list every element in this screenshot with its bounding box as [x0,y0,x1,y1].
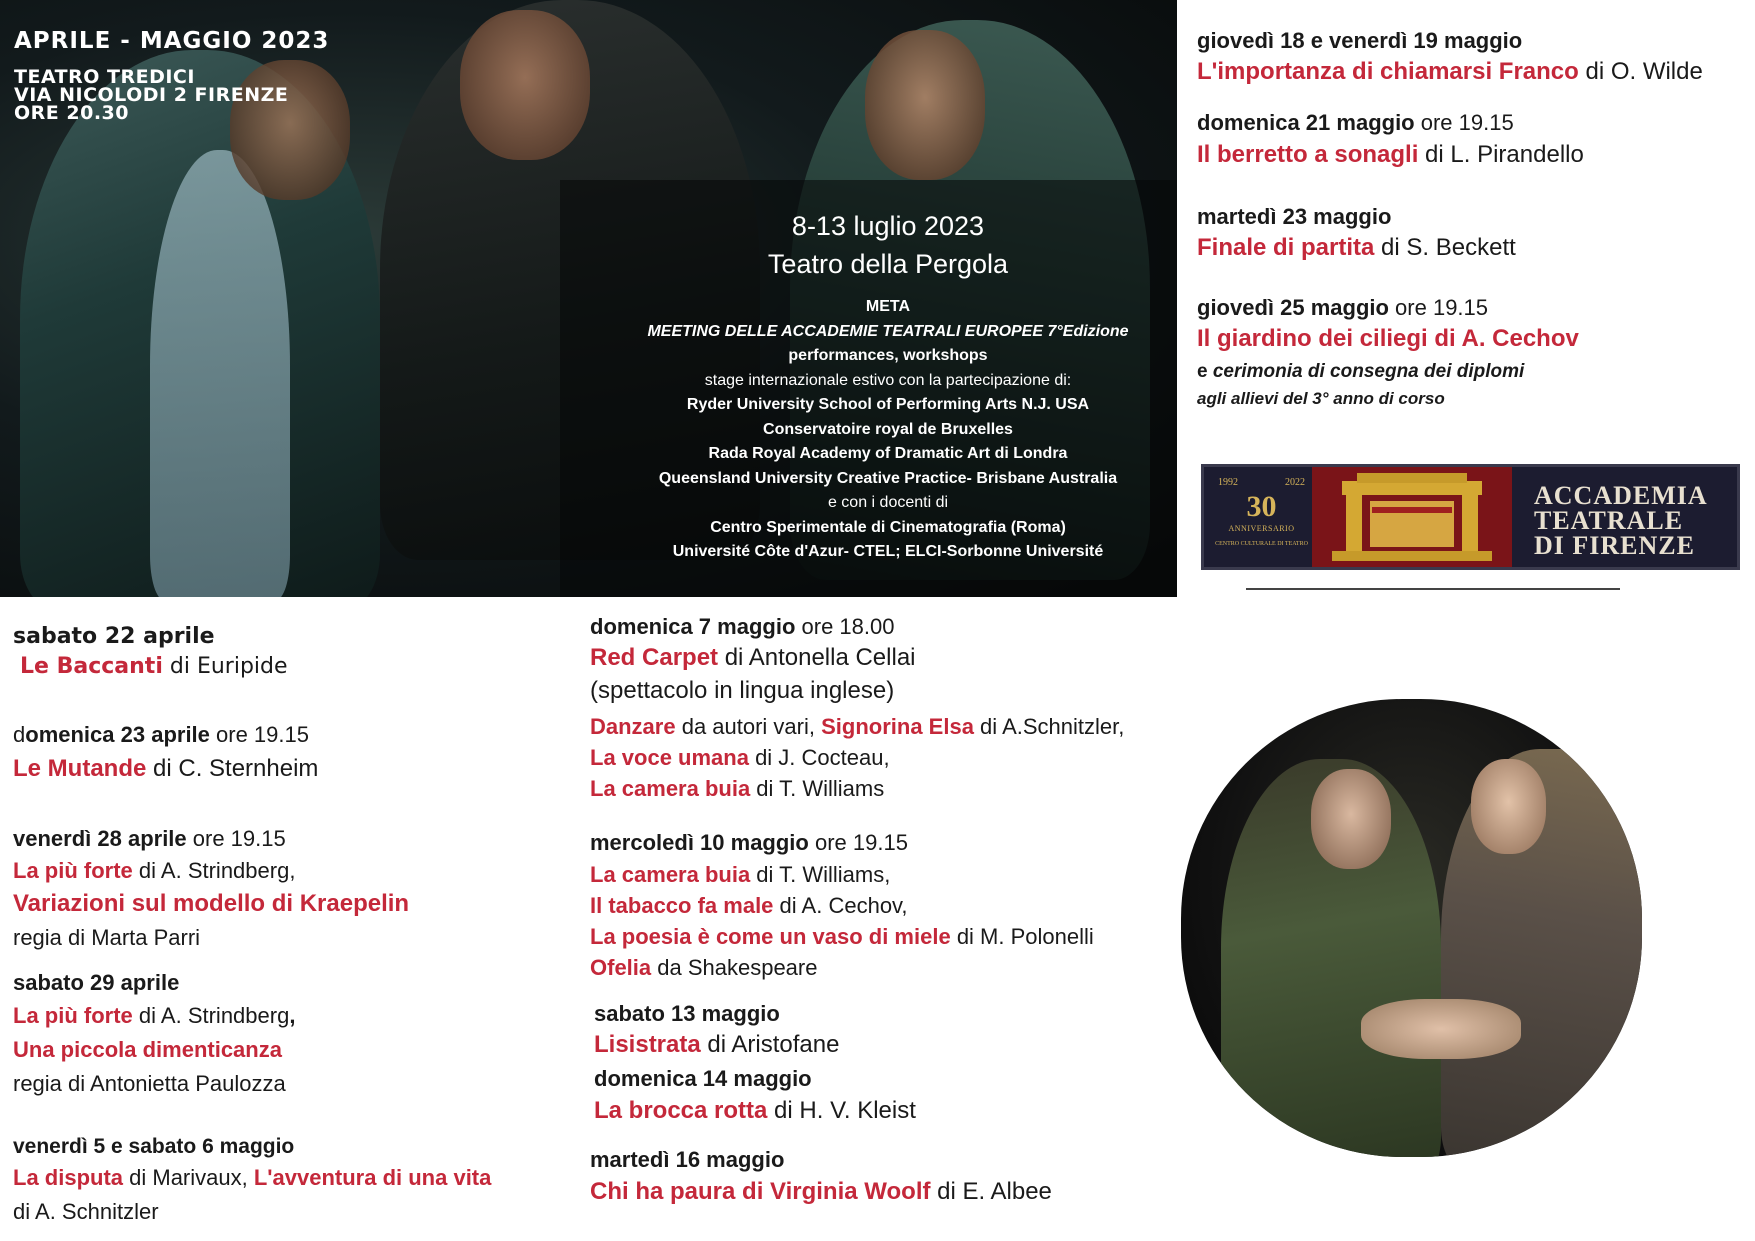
event-show: La poesia è come un vaso di miele di M. Polonelli [590,924,1094,949]
event-show: Il tabacco fa male di A. Cechov, [590,893,908,918]
event-show [13,890,409,918]
show-title: Finale di partita [1197,234,1375,261]
event-note: (spettacolo in lingua inglese) [590,677,895,704]
show-title: La camera buia [590,862,751,887]
event-show: La camera buia di T. Williams, [590,862,891,887]
meta-venue: Teatro della Pergola [767,249,1009,279]
show-title: Le Baccanti [20,654,163,679]
show-title: La più forte [13,1003,133,1028]
event-show: Danzare da autori vari, Signorina Elsa di A.Schnitzler, [590,714,1125,739]
event-show [13,1165,491,1191]
divider [1246,588,1620,590]
hero-header [14,28,329,122]
event-show: Chi ha paura di Virginia Woolf di E. Albee [590,1178,1052,1205]
meta-teachers-intro: e con i docenti di [827,494,949,511]
meta-date: 8-13 luglio 2023 [791,211,985,241]
show-title: Red Carpet [590,644,719,671]
year-start: 1992 [1218,477,1238,488]
show-title: L'avventura di una vita [253,1165,492,1190]
meta-stage-intro: stage internazionale estivo con la partecipazione di: [704,371,1072,389]
event-show [13,755,318,783]
show-title: Il berretto a sonagli [1197,141,1419,168]
show-title: La poesia è come un vaso di miele [590,924,951,949]
event-date: martedì 23 maggio [1197,204,1392,229]
show-title: Le Mutande [13,755,147,782]
year-end: 2022 [1285,477,1305,488]
event-show [590,644,916,672]
event-date: sabato 29 aprile [13,970,180,995]
event-show: La brocca rotta di H. V. Kleist [594,1097,916,1124]
show-title: Il tabacco fa male [590,893,774,918]
show-author: di C. Sternheim [146,755,319,782]
show-author: di A. Schnitzler [13,1199,159,1224]
actor-center-face [460,10,590,160]
show-title: Variazioni sul modello di Kraepelin [13,890,410,917]
event-ceremony-detail: agli allievi del 3° anno di corso [1197,389,1445,408]
hero-time-line: ORE 20.30 [14,102,129,124]
event-show: La voce umana di J. Cocteau, [590,745,890,770]
event-date: sabato 13 maggio [594,1001,780,1026]
event-show [13,858,295,884]
show-title: Lisistrata [594,1031,701,1058]
meta-teacher: Université Côte d'Azur- CTEL; ELCI-Sorbonne Université [672,543,1104,560]
event-regia: regia di Marta Parri [13,925,201,950]
actor-left-shirt [150,150,290,597]
actress-right-face [1471,759,1546,854]
show-title: L'importanza di chiamarsi Franco [1197,58,1579,85]
show-title: Il giardino dei ciliegi di A. Cechov [1197,325,1579,352]
actor-right-face [865,30,985,180]
event-show: Finale di partita di S. Beckett [1197,234,1516,261]
show-title: La camera buia [590,776,751,801]
show-author: di A. Strindberg [132,1003,290,1028]
hero-venue-line: TEATRO TREDICI [14,66,195,88]
event-show: Il berretto a sonagli di L. Pirandello [1197,141,1584,168]
show-title: La brocca rotta [594,1097,768,1124]
event-ceremony: e cerimonia di consegna dei diplomi [1197,361,1525,382]
theater-stage-icon [1312,467,1512,567]
meta-teacher: Centro Sperimentale di Cinematografia (Roma) [710,518,1066,536]
meta-partner: Ryder University School of Performing Arts N.J. USA [686,396,1090,413]
hero-address-line: VIA NICOLODI 2 FIRENZE [14,84,289,106]
show-author: di Antonella Cellai [718,644,916,671]
meta-title: META [865,298,911,315]
event-show: La più forte di A. Strindberg, [13,1003,296,1028]
event-date: domenica 21 maggio ore 19.15 [1197,110,1514,135]
event-date: venerdì 5 e sabato 6 maggio [13,1135,295,1158]
event-show: Ofelia da Shakespeare [590,955,818,980]
show-title: Chi ha paura di Virginia Woolf [590,1178,931,1205]
show-author: di Euripide [162,654,288,679]
event-date: domenica 14 maggio [594,1066,812,1091]
event-date: martedì 16 maggio [590,1147,785,1172]
event-show [13,1037,282,1063]
anniversary-label: ANNIVERSARIO [1228,524,1295,533]
show-title: Signorina Elsa [821,714,974,739]
show-title: Ofelia [590,955,652,980]
center-label: CENTRO CULTURALE DI TEATRO [1215,541,1308,547]
event-date: sabato 22 aprile [13,624,215,649]
hero-photo [0,0,1177,597]
event-show: La camera buia di T. Williams [590,776,885,801]
event-date: giovedì 18 e venerdì 19 maggio [1197,28,1523,53]
show-title: La voce umana [590,745,749,770]
meta-performances: performances, workshops [788,347,988,364]
meta-partner: Queensland University Creative Practice- Brisbane Australia [658,469,1118,487]
event-date: giovedì 25 maggio ore 19.15 [1197,295,1489,320]
show-title: La più forte [13,858,133,883]
event-date: domenica 23 aprile ore 19.15 [13,722,309,747]
anniversary-badge [1214,475,1309,561]
meta-subtitle: MEETING DELLE ACCADEMIE TEATRALI EUROPEE 7°Edizione [647,322,1129,340]
event-regia: regia di Antonietta Paulozza [13,1071,286,1096]
event-show: Lisistrata di Aristofane [594,1031,840,1058]
event-show [13,654,288,679]
meta-announcement [588,205,1177,565]
show-title: Una piccola dimenticanza [13,1037,282,1062]
event-date: venerdì 28 aprile ore 19.15 [13,826,286,851]
event-show: L'importanza di chiamarsi Franco di O. Wilde [1197,58,1703,85]
hero-title: APRILE - MAGGIO 2023 [14,28,330,54]
show-author: di A. Strindberg, [132,858,296,883]
event-date: mercoledì 10 maggio ore 19.15 [590,830,908,855]
accademia-logo [1201,464,1740,570]
hands [1361,999,1521,1059]
meta-partner: Conservatoire royal de Bruxelles [763,420,1013,438]
accademia-name: ACCADEMIA TEATRALE DI FIRENZE [1534,481,1708,560]
event-date: domenica 7 maggio ore 18.00 [590,614,895,639]
actresses-photo [1181,699,1642,1157]
show-title: Danzare [590,714,676,739]
actress-left-face [1311,769,1391,869]
anniversary-number: 30 [1246,490,1277,523]
show-title: La disputa [13,1165,124,1190]
show-author: di Marivaux, [123,1165,254,1190]
meta-partner: Rada Royal Academy of Dramatic Art di Londra [708,445,1068,462]
